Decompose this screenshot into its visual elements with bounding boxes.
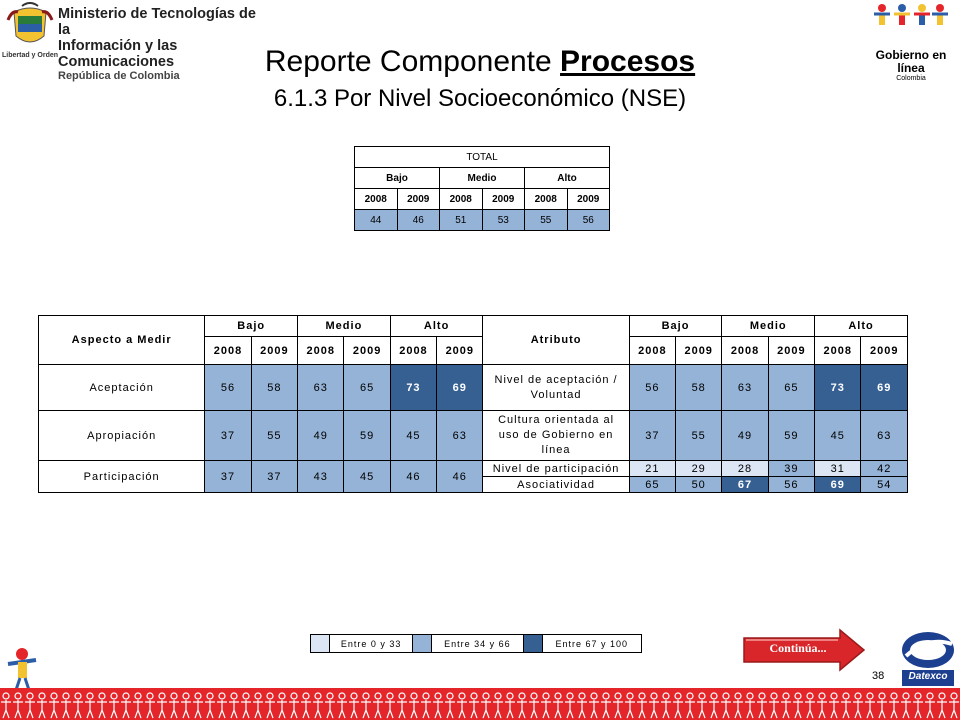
total-value: 53 <box>482 210 525 231</box>
aspect-value: 55 <box>251 411 297 461</box>
continue-label[interactable]: Continúa... <box>769 641 827 655</box>
attribute-value: 45 <box>815 411 861 461</box>
aspect-value: 37 <box>205 461 251 493</box>
footer-figure-icon <box>445 693 455 718</box>
attribute-value: 50 <box>676 477 722 493</box>
footer-figure-icon <box>253 693 263 718</box>
attribute-value: 39 <box>768 461 814 477</box>
footer-figure-icon <box>901 693 911 718</box>
footer-figure-icon <box>889 693 899 718</box>
level-header: Medio <box>298 316 391 337</box>
attribute-value: 37 <box>629 411 675 461</box>
footer-figure-icon <box>481 693 491 718</box>
footer-figure-icon <box>865 693 875 718</box>
footer-figure-icon <box>349 693 359 718</box>
footer-figure-icon <box>577 693 587 718</box>
footer-figure-icon <box>937 693 947 718</box>
attribute-value: 56 <box>629 365 675 411</box>
footer-figure-icon <box>721 693 731 718</box>
footer-figure-icon <box>829 693 839 718</box>
footer-figures-pattern <box>0 688 960 720</box>
table-row <box>39 316 908 337</box>
attribute-name: Asociatividad <box>483 477 629 493</box>
page-subtitle: 6.1.3 Por Nivel Socioeconómico (NSE) <box>273 85 687 112</box>
footer-figure-icon <box>469 693 479 718</box>
footer-figure-icon <box>25 693 35 718</box>
attribute-value: 29 <box>676 461 722 477</box>
attribute-value: 55 <box>676 411 722 461</box>
attribute-name: Nivel de aceptación / Voluntad <box>483 365 629 411</box>
table-row <box>355 210 610 231</box>
aspect-value: 65 <box>344 365 390 411</box>
attribute-value: 67 <box>722 477 768 493</box>
footer-figure-icon <box>229 693 239 718</box>
table-row <box>39 461 908 477</box>
ministry-name-line1: Ministerio de Tecnologías de la <box>58 6 256 38</box>
total-table <box>354 146 610 231</box>
total-value: 51 <box>440 210 483 231</box>
footer-figure-icon <box>769 693 779 718</box>
total-header: TOTAL <box>355 147 610 168</box>
level-header: Alto <box>815 316 908 337</box>
aspect-value: 37 <box>251 461 297 493</box>
table-row <box>39 365 908 411</box>
datexco-logo <box>898 626 958 688</box>
footer-figure-icon <box>613 693 623 718</box>
total-value: 55 <box>525 210 568 231</box>
year-header: 2009 <box>437 337 483 365</box>
footer-figure-icon <box>877 693 887 718</box>
footer-figure-icon <box>853 693 863 718</box>
footer-figure-icon <box>913 693 923 718</box>
footer-figure-icon <box>73 693 83 718</box>
level-header: Bajo <box>629 316 722 337</box>
footer-figure-icon <box>37 693 47 718</box>
footer-figure-icon <box>949 693 959 718</box>
footer-figure-icon <box>325 693 335 718</box>
total-value: 44 <box>355 210 398 231</box>
footer-figure-icon <box>181 693 191 718</box>
attribute-value: 31 <box>815 461 861 477</box>
footer-figure-icon <box>265 693 275 718</box>
attribute-value: 56 <box>768 477 814 493</box>
attribute-value: 42 <box>861 461 908 477</box>
aspect-name: Participación <box>39 461 205 493</box>
table-row <box>355 168 610 189</box>
aspect-value: 69 <box>437 365 483 411</box>
level-header: Medio <box>440 168 525 189</box>
footer-figure-icon <box>841 693 851 718</box>
footer-figure-icon <box>337 693 347 718</box>
aspect-value: 56 <box>205 365 251 411</box>
aspect-value: 49 <box>298 411 344 461</box>
legend-swatch-dark <box>523 635 542 653</box>
footer-figure-icon <box>649 693 659 718</box>
year-header: 2009 <box>251 337 297 365</box>
aspect-value: 73 <box>390 365 436 411</box>
level-header: Bajo <box>205 316 298 337</box>
footer-figure-icon <box>361 693 371 718</box>
ministry-name-line2: Información y las Comunicaciones <box>58 38 178 70</box>
title-emphasis: Procesos <box>560 45 696 78</box>
footer-figure-icon <box>373 693 383 718</box>
aspect-value: 46 <box>390 461 436 493</box>
motto: Libertad y Orden <box>2 52 59 59</box>
footer-figure-icon <box>421 693 431 718</box>
footer-figure-icon <box>85 693 95 718</box>
footer-figure-icon <box>685 693 695 718</box>
table-row <box>311 635 642 653</box>
footer-figure-icon <box>301 693 311 718</box>
attribute-value: 63 <box>861 411 908 461</box>
attribute-value: 65 <box>629 477 675 493</box>
gobierno-logo-text: Gobierno en línea <box>875 48 947 75</box>
year-header: 2008 <box>390 337 436 365</box>
title-prefix: Reporte Componente <box>264 45 561 78</box>
footer-figure-icon <box>517 693 527 718</box>
year-header: 2008 <box>815 337 861 365</box>
datexco-label: Datexco <box>908 671 948 682</box>
footer-figure-icon <box>133 693 143 718</box>
footer-figure-icon <box>661 693 671 718</box>
page-title <box>0 44 960 80</box>
footer-figure-icon <box>553 693 563 718</box>
level-header: Medio <box>722 316 815 337</box>
footer-figure-icon <box>709 693 719 718</box>
footer-figure-icon <box>193 693 203 718</box>
attribute-value: 49 <box>722 411 768 461</box>
attribute-name: Nivel de participación <box>483 461 629 477</box>
level-header: Bajo <box>355 168 440 189</box>
footer-figure-icon <box>589 693 599 718</box>
footer-figure-icon <box>121 693 131 718</box>
attribute-value: 73 <box>815 365 861 411</box>
footer-figure-icon <box>157 693 167 718</box>
footer-figure-icon <box>541 693 551 718</box>
legend-swatch-mid <box>413 635 432 653</box>
footer-figure-icon <box>817 693 827 718</box>
total-value: 46 <box>397 210 440 231</box>
legend-label: Entre 34 y 66 <box>432 635 523 653</box>
person-figure-icon <box>4 646 42 690</box>
year-header: 2008 <box>525 189 568 210</box>
footer-figure-icon <box>745 693 755 718</box>
attribute-value: 63 <box>722 365 768 411</box>
aspects-attributes-table <box>38 315 908 493</box>
aspect-column-header: Aspecto a Medir <box>39 316 205 365</box>
footer-figure-icon <box>529 693 539 718</box>
footer-figure-icon <box>397 693 407 718</box>
attribute-value: 58 <box>676 365 722 411</box>
footer-figure-icon <box>781 693 791 718</box>
footer-figure-icon <box>97 693 107 718</box>
footer-figure-icon <box>433 693 443 718</box>
footer-figure-icon <box>13 693 23 718</box>
total-value: 56 <box>567 210 610 231</box>
footer-figure-icon <box>601 693 611 718</box>
footer-figure-icon <box>61 693 71 718</box>
year-header: 2009 <box>567 189 610 210</box>
table-row <box>39 411 908 461</box>
table-row <box>355 147 610 168</box>
footer-figure-icon <box>457 693 467 718</box>
footer-figure-icon <box>733 693 743 718</box>
year-header: 2009 <box>768 337 814 365</box>
attribute-value: 21 <box>629 461 675 477</box>
footer-figure-icon <box>493 693 503 718</box>
aspect-name: Apropiación <box>39 411 205 461</box>
ministry-country: República de Colombia <box>58 70 180 82</box>
footer-figure-icon <box>757 693 767 718</box>
year-header: 2008 <box>722 337 768 365</box>
footer-figure-icon <box>49 693 59 718</box>
footer-figure-icon <box>1 693 11 718</box>
year-header: 2009 <box>676 337 722 365</box>
aspect-value: 46 <box>437 461 483 493</box>
footer-figure-icon <box>205 693 215 718</box>
year-header: 2009 <box>482 189 525 210</box>
year-header: 2009 <box>344 337 390 365</box>
aspect-value: 63 <box>298 365 344 411</box>
aspect-value: 37 <box>205 411 251 461</box>
footer-figure-icon <box>241 693 251 718</box>
year-header: 2008 <box>298 337 344 365</box>
aspect-value: 59 <box>344 411 390 461</box>
attribute-value: 69 <box>861 365 908 411</box>
footer-figure-icon <box>505 693 515 718</box>
attribute-value: 28 <box>722 461 768 477</box>
footer-figure-icon <box>169 693 179 718</box>
footer-figure-icon <box>637 693 647 718</box>
footer-figure-icon <box>805 693 815 718</box>
footer-figure-icon <box>217 693 227 718</box>
attribute-value: 54 <box>861 477 908 493</box>
level-header: Alto <box>525 168 610 189</box>
footer-figure-icon <box>385 693 395 718</box>
footer-figure-icon <box>793 693 803 718</box>
attribute-name: Cultura orientada al uso de Gobierno en línea <box>483 411 629 461</box>
legend-label: Entre 0 y 33 <box>330 635 413 653</box>
year-header: 2009 <box>861 337 908 365</box>
footer-figure-icon <box>277 693 287 718</box>
aspect-value: 45 <box>390 411 436 461</box>
attribute-value: 65 <box>768 365 814 411</box>
year-header: 2008 <box>629 337 675 365</box>
footer-figure-icon <box>925 693 935 718</box>
footer-figure-icon <box>145 693 155 718</box>
table-row <box>355 189 610 210</box>
aspect-value: 63 <box>437 411 483 461</box>
footer-figure-icon <box>313 693 323 718</box>
color-legend <box>310 634 642 653</box>
attribute-value: 69 <box>815 477 861 493</box>
footer-figure-icon <box>289 693 299 718</box>
footer-figure-icon <box>409 693 419 718</box>
footer-figure-icon <box>673 693 683 718</box>
aspect-name: Aceptación <box>39 365 205 411</box>
footer-figure-icon <box>625 693 635 718</box>
year-header: 2008 <box>205 337 251 365</box>
year-header: 2009 <box>397 189 440 210</box>
aspect-value: 45 <box>344 461 390 493</box>
year-header: 2008 <box>355 189 398 210</box>
level-header: Alto <box>390 316 483 337</box>
legend-swatch-light <box>311 635 330 653</box>
footer-figure-icon <box>697 693 707 718</box>
footer-figure-icon <box>565 693 575 718</box>
aspect-value: 43 <box>298 461 344 493</box>
gobierno-logo-country: Colombia <box>896 75 926 82</box>
legend-label: Entre 67 y 100 <box>542 635 641 653</box>
page-number: 38 <box>872 670 885 682</box>
attribute-value: 59 <box>768 411 814 461</box>
aspect-value: 58 <box>251 365 297 411</box>
footer-band <box>0 688 960 720</box>
attribute-column-header: Atributo <box>483 316 629 365</box>
footer-figure-icon <box>109 693 119 718</box>
year-header: 2008 <box>440 189 483 210</box>
